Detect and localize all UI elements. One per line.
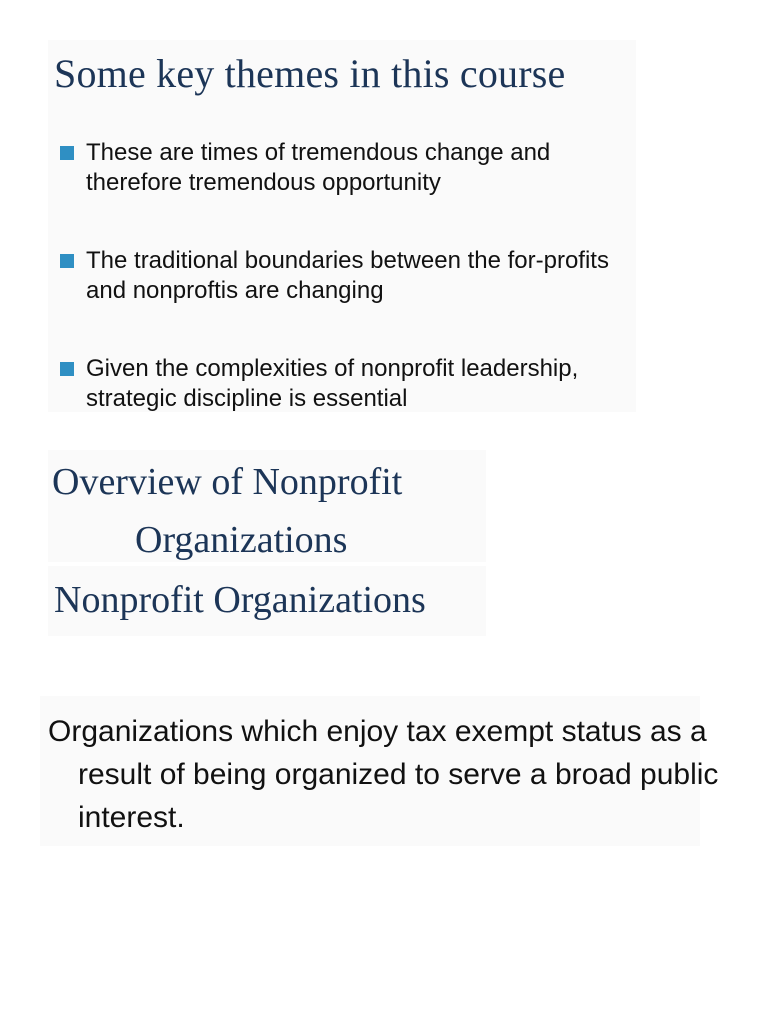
nonprofit-slide-title: Nonprofit Organizations <box>54 579 426 621</box>
square-bullet-icon <box>60 362 74 376</box>
themes-slide-title: Some key themes in this course <box>54 51 566 96</box>
overview-slide <box>48 450 486 562</box>
definition-slide <box>40 696 719 846</box>
themes-slide <box>48 40 636 412</box>
overview-title-line-2: Organizations <box>135 519 348 561</box>
definition-text: Organizations which enjoy tax exempt status as a result of being organized to serve a broad public interest. <box>48 715 719 834</box>
overview-title-line-1: Overview of Nonprofit <box>52 461 403 503</box>
nonprofit-slide <box>48 566 486 636</box>
square-bullet-icon <box>60 254 74 268</box>
bullet-text: Given the complexities of nonprofit leadership, strategic discipline is essential <box>86 355 579 412</box>
bullet-item <box>60 246 630 306</box>
themes-bullet-list <box>60 138 630 414</box>
square-bullet-icon <box>60 146 74 160</box>
bullet-text: The traditional boundaries between the for-profits and nonproftis are changing <box>86 247 609 304</box>
bullet-item <box>60 354 630 414</box>
bullet-item <box>60 138 630 198</box>
bullet-text: These are times of tremendous change and therefore tremendous opportunity <box>86 139 551 196</box>
